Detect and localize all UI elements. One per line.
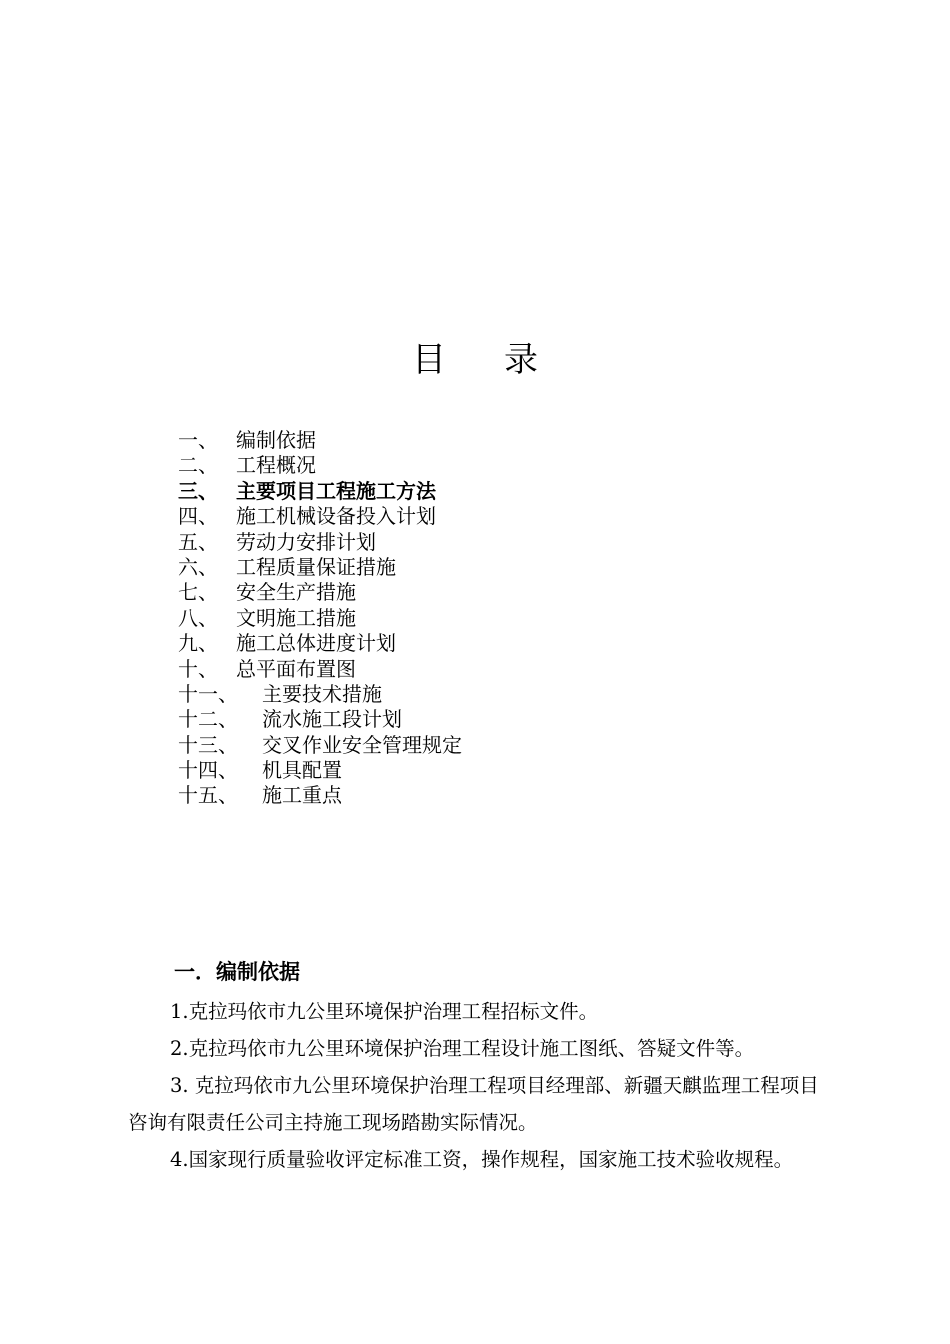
toc-item-number: 十二、	[178, 707, 238, 732]
toc-item-number: 十、	[178, 656, 218, 681]
toc-item-number: 六、	[178, 554, 218, 579]
toc-item	[178, 428, 462, 453]
toc-item	[178, 657, 462, 682]
toc-item	[178, 580, 462, 605]
toc-item-label: 主要技术措施	[262, 681, 382, 706]
page-title	[0, 338, 950, 382]
toc-item-number: 八、	[178, 605, 218, 630]
toc-item-number: 一、	[178, 428, 218, 452]
toc-item	[178, 504, 462, 529]
section-heading: 一．编制依据	[174, 960, 300, 984]
toc-item-number: 十五、	[178, 783, 238, 808]
toc-item-number: 十四、	[178, 758, 238, 783]
toc-item-label: 施工总体进度计划	[236, 631, 396, 656]
paragraph: 2.克拉玛依市九公里环境保护治理工程设计施工图纸、答疑文件等。	[170, 1037, 755, 1060]
table-of-contents	[178, 428, 462, 809]
toc-item-number: 五、	[178, 529, 218, 554]
section-body	[128, 993, 828, 1178]
toc-item-number: 七、	[178, 580, 218, 605]
page-title-part-1: 目	[412, 340, 446, 380]
paragraph: 3. 克拉玛依市九公里环境保护治理工程项目经理部、新疆天麒监理工程项目咨询有限责任公司主持施工现场踏勘实际情况。	[128, 1074, 819, 1134]
toc-item	[178, 783, 462, 808]
toc-item-label: 劳动力安排计划	[236, 529, 376, 554]
toc-item-label: 流水施工段计划	[262, 707, 402, 732]
toc-item	[178, 631, 462, 656]
toc-item-label: 主要项目工程施工方法	[236, 478, 436, 503]
toc-item-number: 三、	[178, 478, 218, 503]
toc-item-label: 机具配置	[262, 758, 342, 783]
paragraph: 1.克拉玛依市九公里环境保护治理工程招标文件。	[170, 1000, 599, 1023]
toc-item-number: 十一、	[178, 681, 238, 706]
toc-item-label: 安全生产措施	[236, 580, 356, 605]
toc-item	[178, 606, 462, 631]
toc-item-label: 工程概况	[236, 453, 316, 478]
toc-item	[178, 758, 462, 783]
toc-item-label: 总平面布置图	[236, 656, 356, 681]
page-title-part-2: 录	[504, 340, 538, 380]
toc-item-label: 工程质量保证措施	[236, 554, 396, 579]
toc-item	[178, 733, 462, 758]
toc-item	[178, 479, 462, 504]
toc-item-label: 施工机械设备投入计划	[236, 504, 436, 529]
toc-item-number: 十三、	[178, 732, 238, 757]
toc-item	[178, 530, 462, 555]
toc-item-number: 二、	[178, 453, 218, 478]
toc-item-label: 施工重点	[262, 783, 342, 808]
toc-item	[178, 555, 462, 580]
toc-item-label: 文明施工措施	[236, 605, 356, 630]
toc-item	[178, 453, 462, 478]
toc-item	[178, 682, 462, 707]
toc-item-number: 四、	[178, 504, 218, 529]
toc-item	[178, 707, 462, 732]
toc-item-label: 编制依据	[236, 428, 316, 452]
toc-item-label: 交叉作业安全管理规定	[262, 732, 462, 757]
paragraph: 4.国家现行质量验收评定标准工资，操作规程，国家施工技术验收规程。	[170, 1148, 794, 1171]
toc-item-number: 九、	[178, 631, 218, 656]
